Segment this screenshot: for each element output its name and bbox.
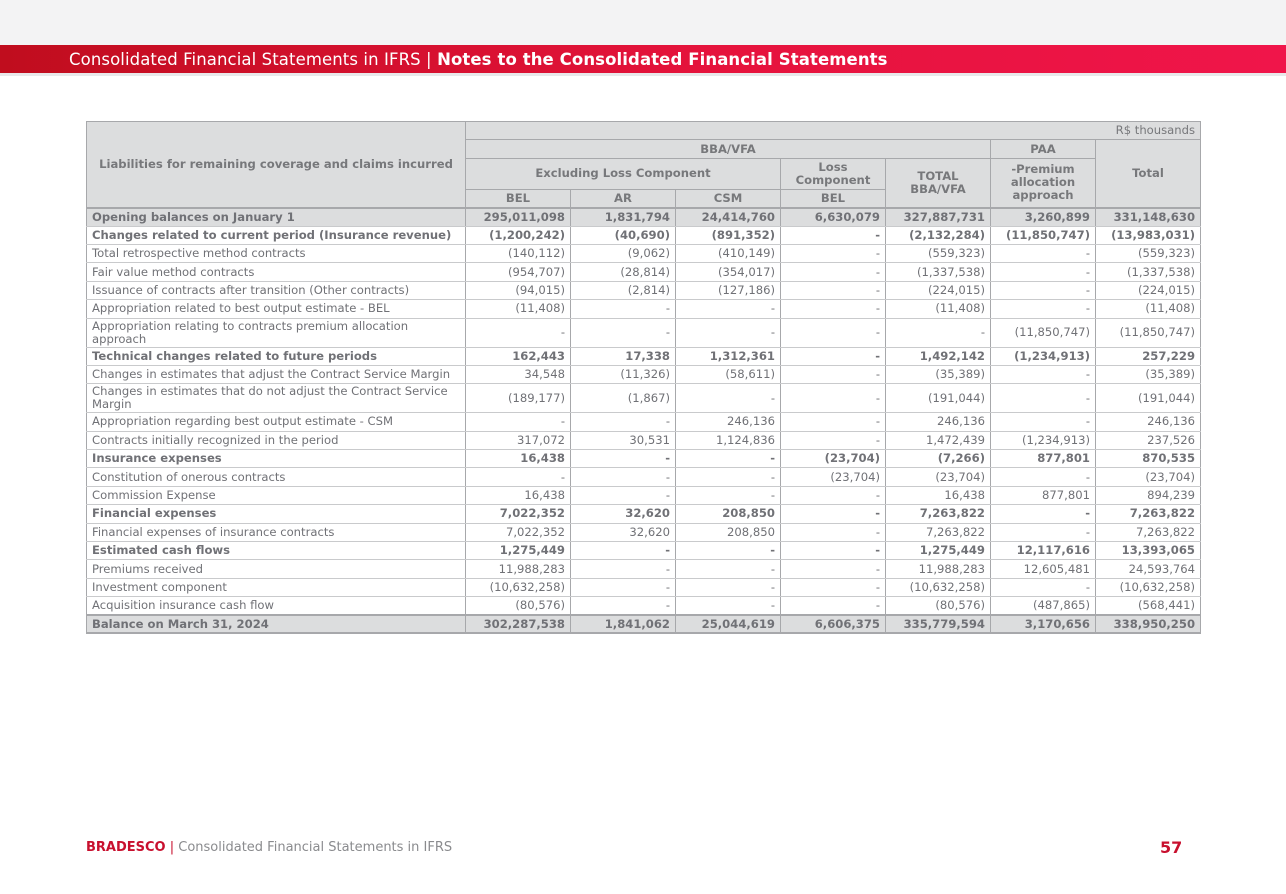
table-row [87, 226, 1201, 244]
table-cell: - [781, 347, 886, 365]
table-cell: 317,072 [466, 431, 571, 449]
table-cell: (11,326) [571, 365, 676, 383]
table-cell: - [781, 263, 886, 281]
row-label: Estimated cash flows [87, 542, 466, 560]
table-cell: - [991, 263, 1096, 281]
table-cell: (1,200,242) [466, 226, 571, 244]
table-cell: - [991, 300, 1096, 318]
row-label: Appropriation relating to contracts premium allocation approach [87, 318, 466, 347]
table-cell: 34,548 [466, 365, 571, 383]
table-cell: 12,605,481 [991, 560, 1096, 578]
table-row [87, 208, 1201, 226]
table-cell: 335,779,594 [886, 615, 991, 633]
subgroup-excluding-loss: Excluding Loss Component [466, 158, 781, 189]
table-cell: 246,136 [676, 413, 781, 431]
table-cell: - [781, 578, 886, 596]
table-cell: - [466, 468, 571, 486]
table-cell: - [676, 450, 781, 468]
row-label: Investment component [87, 578, 466, 596]
row-label: Premiums received [87, 560, 466, 578]
table-cell: (1,234,913) [991, 431, 1096, 449]
table-cell: 1,831,794 [571, 208, 676, 226]
table-cell: (35,389) [886, 365, 991, 383]
table-cell: (80,576) [886, 597, 991, 615]
table-cell: 331,148,630 [1096, 208, 1201, 226]
liabilities-table [86, 121, 1201, 634]
table-cell: (35,389) [1096, 365, 1201, 383]
table-cell: - [676, 300, 781, 318]
header-underline [0, 73, 1286, 76]
table-cell: (487,865) [991, 597, 1096, 615]
group-bba-vfa: BBA/VFA [466, 140, 991, 158]
table-cell: (58,611) [676, 365, 781, 383]
table-cell: - [571, 413, 676, 431]
table-cell: 24,414,760 [676, 208, 781, 226]
table-cell: (140,112) [466, 244, 571, 262]
table-cell: 12,117,616 [991, 542, 1096, 560]
table-cell: 30,531 [571, 431, 676, 449]
table-cell: - [781, 431, 886, 449]
table-cell: 7,263,822 [1096, 505, 1201, 523]
top-margin [0, 0, 1286, 45]
table-cell: (127,186) [676, 281, 781, 299]
table-row [87, 431, 1201, 449]
table-cell: (94,015) [466, 281, 571, 299]
table-row [87, 468, 1201, 486]
col-csm: CSM [676, 189, 781, 207]
footer [86, 840, 452, 855]
table-cell: 11,988,283 [886, 560, 991, 578]
table-cell: 16,438 [886, 486, 991, 504]
col-premium-allocation: -Premium allocation approach [991, 158, 1096, 207]
table-cell: - [676, 597, 781, 615]
table-cell: - [781, 244, 886, 262]
table-row [87, 450, 1201, 468]
table-cell: 338,950,250 [1096, 615, 1201, 633]
table-cell: (13,983,031) [1096, 226, 1201, 244]
table-cell: (568,441) [1096, 597, 1201, 615]
table-cell: 877,801 [991, 450, 1096, 468]
row-label: Opening balances on January 1 [87, 208, 466, 226]
table-cell: - [571, 542, 676, 560]
table-cell: - [991, 578, 1096, 596]
table-cell: 16,438 [466, 450, 571, 468]
header-title [69, 50, 888, 69]
table-cell: - [466, 413, 571, 431]
table-cell: - [991, 281, 1096, 299]
table-cell: - [676, 384, 781, 413]
table-cell: - [781, 486, 886, 504]
table-cell: - [571, 560, 676, 578]
table-cell: - [991, 384, 1096, 413]
table-cell: - [466, 318, 571, 347]
table-cell: 327,887,731 [886, 208, 991, 226]
table-cell: (23,704) [781, 468, 886, 486]
table-cell: - [676, 542, 781, 560]
table-cell: - [571, 300, 676, 318]
table-cell: (80,576) [466, 597, 571, 615]
header-section-title: Notes to the Consolidated Financial Statements [437, 50, 888, 69]
table-cell: 24,593,764 [1096, 560, 1201, 578]
table-cell: (10,632,258) [1096, 578, 1201, 596]
table-cell: - [676, 318, 781, 347]
row-label: Changes in estimates that do not adjust the Contract Service Margin [87, 384, 466, 413]
col-loss-bel: BEL [781, 189, 886, 207]
row-header-label: Liabilities for remaining coverage and claims incurred [87, 122, 466, 208]
table-cell: (1,867) [571, 384, 676, 413]
table-cell: 16,438 [466, 486, 571, 504]
table-cell: - [571, 450, 676, 468]
table-cell: 7,263,822 [1096, 523, 1201, 541]
table-cell: 7,022,352 [466, 523, 571, 541]
table-cell: 295,011,098 [466, 208, 571, 226]
table-cell: 237,526 [1096, 431, 1201, 449]
table-row [87, 413, 1201, 431]
table-cell: - [571, 597, 676, 615]
table-cell: (11,408) [466, 300, 571, 318]
table-cell: (410,149) [676, 244, 781, 262]
table-cell: (191,044) [886, 384, 991, 413]
row-label: Technical changes related to future periods [87, 347, 466, 365]
table-cell: - [676, 486, 781, 504]
table-cell: - [571, 468, 676, 486]
table-cell: - [991, 468, 1096, 486]
table-cell: 1,492,142 [886, 347, 991, 365]
table-cell: 302,287,538 [466, 615, 571, 633]
table-cell: - [781, 523, 886, 541]
table-cell: 208,850 [676, 505, 781, 523]
table-cell: (28,814) [571, 263, 676, 281]
table-cell: 246,136 [1096, 413, 1201, 431]
table-cell: 894,239 [1096, 486, 1201, 504]
table-cell: - [781, 365, 886, 383]
table-cell: (891,352) [676, 226, 781, 244]
table-cell: (224,015) [1096, 281, 1201, 299]
table-cell: 1,312,361 [676, 347, 781, 365]
table-row [87, 318, 1201, 347]
table-cell: (9,062) [571, 244, 676, 262]
table-cell: 6,606,375 [781, 615, 886, 633]
table-row [87, 542, 1201, 560]
table-cell: 1,275,449 [886, 542, 991, 560]
table-cell: (23,704) [1096, 468, 1201, 486]
table-cell: 13,393,065 [1096, 542, 1201, 560]
table-cell: (189,177) [466, 384, 571, 413]
table-cell: 7,263,822 [886, 505, 991, 523]
table-cell: 257,229 [1096, 347, 1201, 365]
col-ar: AR [571, 189, 676, 207]
table-cell: (1,337,538) [886, 263, 991, 281]
table-cell: (11,408) [1096, 300, 1201, 318]
row-label: Financial expenses [87, 505, 466, 523]
table-cell: (11,408) [886, 300, 991, 318]
row-label: Financial expenses of insurance contracts [87, 523, 466, 541]
table-cell: - [781, 300, 886, 318]
table-cell: (1,234,913) [991, 347, 1096, 365]
col-total-bba-vfa: TOTAL BBA/VFA [886, 158, 991, 207]
table-cell: (7,266) [886, 450, 991, 468]
row-label: Contracts initially recognized in the period [87, 431, 466, 449]
table-row [87, 486, 1201, 504]
table-cell: (10,632,258) [466, 578, 571, 596]
table-cell: - [781, 318, 886, 347]
table-cell: (224,015) [886, 281, 991, 299]
table-cell: (2,132,284) [886, 226, 991, 244]
subgroup-loss-component: Loss Component [781, 158, 886, 189]
row-label: Changes in estimates that adjust the Contract Service Margin [87, 365, 466, 383]
row-label: Appropriation related to best output estimate - BEL [87, 300, 466, 318]
table-cell: 208,850 [676, 523, 781, 541]
table-cell: 11,988,283 [466, 560, 571, 578]
table-cell: - [886, 318, 991, 347]
header-prefix: Consolidated Financial Statements in IFRS | [69, 50, 438, 69]
table-cell: (11,850,747) [1096, 318, 1201, 347]
table-cell: - [781, 281, 886, 299]
table-cell: 7,263,822 [886, 523, 991, 541]
table-row [87, 365, 1201, 383]
table-cell: 870,535 [1096, 450, 1201, 468]
table-row [87, 523, 1201, 541]
table-cell: (40,690) [571, 226, 676, 244]
row-label: Fair value method contracts [87, 263, 466, 281]
table-cell: (11,850,747) [991, 226, 1096, 244]
row-label: Changes related to current period (Insurance revenue) [87, 226, 466, 244]
table-cell: - [781, 597, 886, 615]
table-row [87, 244, 1201, 262]
footer-brand: BRADESCO [86, 840, 166, 855]
table-body [87, 208, 1201, 634]
col-total: Total [1096, 140, 1201, 208]
table-cell: - [991, 523, 1096, 541]
unit-label: R$ thousands [466, 122, 1201, 140]
row-label: Insurance expenses [87, 450, 466, 468]
table-cell: 32,620 [571, 505, 676, 523]
row-label: Constitution of onerous contracts [87, 468, 466, 486]
footer-text: Consolidated Financial Statements in IFRS [178, 840, 453, 855]
table-cell: (2,814) [571, 281, 676, 299]
table-cell: 32,620 [571, 523, 676, 541]
row-label: Balance on March 31, 2024 [87, 615, 466, 633]
table-cell: - [676, 468, 781, 486]
table-row [87, 384, 1201, 413]
table-cell: (954,707) [466, 263, 571, 281]
row-label: Total retrospective method contracts [87, 244, 466, 262]
table-cell: (559,323) [1096, 244, 1201, 262]
table-cell: (559,323) [886, 244, 991, 262]
table-cell: - [676, 560, 781, 578]
table-cell: - [991, 505, 1096, 523]
group-paa: PAA [991, 140, 1096, 158]
header-banner [0, 45, 1286, 73]
table-cell: (10,632,258) [886, 578, 991, 596]
table-cell: 3,170,656 [991, 615, 1096, 633]
table-header [87, 122, 1201, 208]
table-cell: (23,704) [781, 450, 886, 468]
table-cell: - [991, 413, 1096, 431]
table-row [87, 281, 1201, 299]
table-cell: - [571, 486, 676, 504]
table-cell: 1,841,062 [571, 615, 676, 633]
table-cell: (191,044) [1096, 384, 1201, 413]
table-cell: 17,338 [571, 347, 676, 365]
row-label: Acquisition insurance cash flow [87, 597, 466, 615]
table-row [87, 505, 1201, 523]
table-cell: 25,044,619 [676, 615, 781, 633]
table-row [87, 597, 1201, 615]
table-cell: 3,260,899 [991, 208, 1096, 226]
table-cell: 6,630,079 [781, 208, 886, 226]
row-label: Appropriation regarding best output estimate - CSM [87, 413, 466, 431]
table-cell: 877,801 [991, 486, 1096, 504]
table-row [87, 578, 1201, 596]
row-label: Commission Expense [87, 486, 466, 504]
row-label: Issuance of contracts after transition (Other contracts) [87, 281, 466, 299]
table-cell: - [781, 384, 886, 413]
table-row [87, 263, 1201, 281]
table-cell: 1,275,449 [466, 542, 571, 560]
table-cell: (11,850,747) [991, 318, 1096, 347]
table-cell: - [991, 365, 1096, 383]
table-cell: (1,337,538) [1096, 263, 1201, 281]
table-cell: - [991, 244, 1096, 262]
table-row [87, 347, 1201, 365]
table-row [87, 615, 1201, 633]
table-row [87, 300, 1201, 318]
table-cell: - [781, 505, 886, 523]
table-cell: 1,124,836 [676, 431, 781, 449]
footer-separator: | [165, 840, 179, 855]
table-cell: - [571, 318, 676, 347]
table-cell: 7,022,352 [466, 505, 571, 523]
table-cell: 162,443 [466, 347, 571, 365]
table-cell: - [781, 413, 886, 431]
table-cell: (354,017) [676, 263, 781, 281]
table-cell: - [676, 578, 781, 596]
table-cell: 246,136 [886, 413, 991, 431]
table-cell: 1,472,439 [886, 431, 991, 449]
table-cell: - [571, 578, 676, 596]
table-row [87, 560, 1201, 578]
table-cell: - [781, 226, 886, 244]
table-cell: - [781, 542, 886, 560]
table-cell: - [781, 560, 886, 578]
col-bel: BEL [466, 189, 571, 207]
page-number: 57 [1160, 838, 1183, 857]
table-cell: (23,704) [886, 468, 991, 486]
